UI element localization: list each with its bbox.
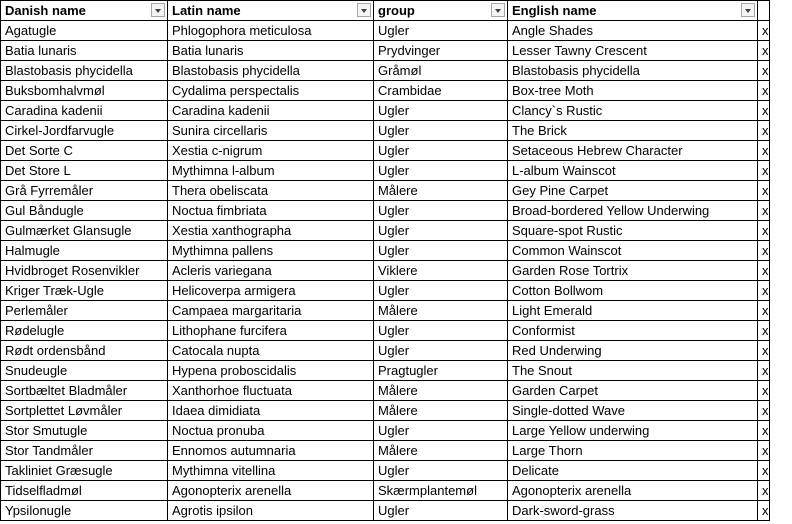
- cell-danish-name[interactable]: Gul Båndugle: [1, 201, 168, 221]
- cell-english-name[interactable]: Broad-bordered Yellow Underwing: [508, 201, 758, 221]
- table-row: [1, 501, 770, 521]
- cell-group[interactable]: Ugler: [374, 241, 508, 261]
- cell-danish-name[interactable]: Snudeugle: [1, 361, 168, 381]
- cell-english-name[interactable]: Setaceous Hebrew Character: [508, 141, 758, 161]
- cell-english-name[interactable]: Lesser Tawny Crescent: [508, 41, 758, 61]
- cell-latin-name[interactable]: Noctua pronuba: [168, 421, 374, 441]
- table-row: [1, 241, 770, 261]
- cell-latin-name[interactable]: Xestia xanthographa: [168, 221, 374, 241]
- cell-latin-name[interactable]: Mythimna pallens: [168, 241, 374, 261]
- cell-danish-name[interactable]: Blastobasis phycidella: [1, 61, 168, 81]
- cell-group[interactable]: Ugler: [374, 161, 508, 181]
- cell-latin-name[interactable]: Batia lunaris: [168, 41, 374, 61]
- cell-group[interactable]: Viklere: [374, 261, 508, 281]
- table-row: [1, 121, 770, 141]
- cell-latin-name[interactable]: Agrotis ipsilon: [168, 501, 374, 521]
- cell-latin-name[interactable]: Agonopterix arenella: [168, 481, 374, 501]
- cell-english-name[interactable]: Cotton Bollwom: [508, 281, 758, 301]
- cell-extra[interactable]: x: [758, 21, 770, 41]
- cell-danish-name[interactable]: Kriger Træk-Ugle: [1, 281, 168, 301]
- dropdown-arrow-icon: [155, 9, 161, 13]
- filter-dropdown-button[interactable]: [357, 3, 371, 17]
- cell-extra[interactable]: x: [758, 321, 770, 341]
- cell-latin-name[interactable]: Sunira circellaris: [168, 121, 374, 141]
- cell-danish-name[interactable]: Cirkel-Jordfarvugle: [1, 121, 168, 141]
- cell-extra[interactable]: x: [758, 281, 770, 301]
- cell-group[interactable]: Ugler: [374, 121, 508, 141]
- cell-danish-name[interactable]: Det Store L: [1, 161, 168, 181]
- table-row: [1, 161, 770, 181]
- table-row: [1, 481, 770, 501]
- cell-latin-name[interactable]: Catocala nupta: [168, 341, 374, 361]
- cell-danish-name[interactable]: Rødt ordensbånd: [1, 341, 168, 361]
- cell-extra[interactable]: x: [758, 401, 770, 421]
- cell-english-name[interactable]: Large Thorn: [508, 441, 758, 461]
- cell-latin-name[interactable]: Mythimna vitellina: [168, 461, 374, 481]
- cell-danish-name[interactable]: Halmugle: [1, 241, 168, 261]
- cell-group[interactable]: Ugler: [374, 281, 508, 301]
- filter-dropdown-button[interactable]: [491, 3, 505, 17]
- dropdown-arrow-icon: [361, 9, 367, 13]
- table-row: [1, 261, 770, 281]
- cell-danish-name[interactable]: Det Sorte C: [1, 141, 168, 161]
- cell-danish-name[interactable]: Stor Smutugle: [1, 421, 168, 441]
- cell-latin-name[interactable]: Xanthorhoe fluctuata: [168, 381, 374, 401]
- cell-group[interactable]: Målere: [374, 401, 508, 421]
- cell-group[interactable]: Pragtugler: [374, 361, 508, 381]
- cell-danish-name[interactable]: Tidselfladmøl: [1, 481, 168, 501]
- cell-danish-name[interactable]: Caradina kadenii: [1, 101, 168, 121]
- header-label: Danish name: [5, 3, 86, 18]
- table-row: [1, 361, 770, 381]
- cell-danish-name[interactable]: Batia lunaris: [1, 41, 168, 61]
- table-row: [1, 101, 770, 121]
- header-english-name[interactable]: [508, 1, 758, 21]
- cell-extra[interactable]: x: [758, 241, 770, 261]
- header-label: Latin name: [172, 3, 241, 18]
- cell-english-name[interactable]: Garden Carpet: [508, 381, 758, 401]
- table-row: [1, 441, 770, 461]
- cell-extra[interactable]: x: [758, 301, 770, 321]
- cell-latin-name[interactable]: Phlogophora meticulosa: [168, 21, 374, 41]
- cell-group[interactable]: Ugler: [374, 101, 508, 121]
- cell-group[interactable]: Ugler: [374, 461, 508, 481]
- table-row: [1, 421, 770, 441]
- table-row: [1, 341, 770, 361]
- cell-latin-name[interactable]: Idaea dimidiata: [168, 401, 374, 421]
- cell-latin-name[interactable]: Campaea margaritaria: [168, 301, 374, 321]
- cell-latin-name[interactable]: Cydalima perspectalis: [168, 81, 374, 101]
- cell-danish-name[interactable]: Ypsilonugle: [1, 501, 168, 521]
- cell-group[interactable]: Målere: [374, 441, 508, 461]
- header-latin-name[interactable]: [168, 1, 374, 21]
- cell-danish-name[interactable]: Buksbomhalvmøl: [1, 81, 168, 101]
- cell-danish-name[interactable]: Gulmærket Glansugle: [1, 221, 168, 241]
- header-label: English name: [512, 3, 597, 18]
- header-group[interactable]: [374, 1, 508, 21]
- cell-english-name[interactable]: Blastobasis phycidella: [508, 61, 758, 81]
- cell-latin-name[interactable]: Mythimna l-album: [168, 161, 374, 181]
- cell-group[interactable]: Ugler: [374, 221, 508, 241]
- cell-extra[interactable]: x: [758, 221, 770, 241]
- cell-extra[interactable]: x: [758, 481, 770, 501]
- cell-english-name[interactable]: Dark-sword-grass: [508, 501, 758, 521]
- cell-latin-name[interactable]: Helicoverpa armigera: [168, 281, 374, 301]
- cell-english-name[interactable]: Light Emerald: [508, 301, 758, 321]
- cell-english-name[interactable]: Delicate: [508, 461, 758, 481]
- table-row: [1, 321, 770, 341]
- cell-english-name[interactable]: Common Wainscot: [508, 241, 758, 261]
- cell-group[interactable]: Ugler: [374, 501, 508, 521]
- header-extra-cell[interactable]: [758, 1, 770, 21]
- cell-latin-name[interactable]: Acleris variegana: [168, 261, 374, 281]
- cell-danish-name[interactable]: Stor Tandmåler: [1, 441, 168, 461]
- cell-english-name[interactable]: Square-spot Rustic: [508, 221, 758, 241]
- cell-english-name[interactable]: Conformist: [508, 321, 758, 341]
- table-row: [1, 61, 770, 81]
- cell-danish-name[interactable]: Grå Fyrremåler: [1, 181, 168, 201]
- cell-extra[interactable]: x: [758, 501, 770, 521]
- cell-group[interactable]: Ugler: [374, 21, 508, 41]
- table-row: [1, 81, 770, 101]
- table-row: [1, 461, 770, 481]
- cell-english-name[interactable]: Agonopterix arenella: [508, 481, 758, 501]
- cell-group[interactable]: Målere: [374, 301, 508, 321]
- filter-dropdown-button[interactable]: [741, 3, 755, 17]
- cell-group[interactable]: Ugler: [374, 341, 508, 361]
- header-label: group: [378, 3, 415, 18]
- cell-extra[interactable]: x: [758, 361, 770, 381]
- table-row: [1, 281, 770, 301]
- cell-latin-name[interactable]: Lithophane furcifera: [168, 321, 374, 341]
- cell-danish-name[interactable]: Perlemåler: [1, 301, 168, 321]
- cell-danish-name[interactable]: Sortplettet Løvmåler: [1, 401, 168, 421]
- cell-english-name[interactable]: Gey Pine Carpet: [508, 181, 758, 201]
- cell-extra[interactable]: x: [758, 381, 770, 401]
- cell-group[interactable]: Crambidae: [374, 81, 508, 101]
- cell-latin-name[interactable]: Thera obeliscata: [168, 181, 374, 201]
- table-row: [1, 141, 770, 161]
- table-row: [1, 41, 770, 61]
- cell-latin-name[interactable]: Blastobasis phycidella: [168, 61, 374, 81]
- cell-extra[interactable]: x: [758, 341, 770, 361]
- cell-group[interactable]: Ugler: [374, 201, 508, 221]
- cell-extra[interactable]: x: [758, 121, 770, 141]
- cell-english-name[interactable]: Large Yellow underwing: [508, 421, 758, 441]
- cell-extra[interactable]: x: [758, 461, 770, 481]
- cell-latin-name[interactable]: Hypena proboscidalis: [168, 361, 374, 381]
- cell-danish-name[interactable]: Agatugle: [1, 21, 168, 41]
- cell-extra[interactable]: x: [758, 81, 770, 101]
- table-row: [1, 201, 770, 221]
- cell-extra[interactable]: x: [758, 181, 770, 201]
- cell-latin-name[interactable]: Ennomos autumnaria: [168, 441, 374, 461]
- cell-extra[interactable]: x: [758, 201, 770, 221]
- cell-danish-name[interactable]: Hvidbroget Rosenvikler: [1, 261, 168, 281]
- cell-english-name[interactable]: Garden Rose Tortrix: [508, 261, 758, 281]
- cell-english-name[interactable]: Box-tree Moth: [508, 81, 758, 101]
- cell-extra[interactable]: x: [758, 61, 770, 81]
- cell-group[interactable]: Målere: [374, 181, 508, 201]
- cell-group[interactable]: Målere: [374, 381, 508, 401]
- table-row: [1, 181, 770, 201]
- cell-danish-name[interactable]: Takliniet Græsugle: [1, 461, 168, 481]
- cell-extra[interactable]: x: [758, 101, 770, 121]
- cell-english-name[interactable]: The Brick: [508, 121, 758, 141]
- cell-extra[interactable]: x: [758, 41, 770, 61]
- cell-latin-name[interactable]: Noctua fimbriata: [168, 201, 374, 221]
- cell-english-name[interactable]: Single-dotted Wave: [508, 401, 758, 421]
- header-danish-name[interactable]: [1, 1, 168, 21]
- cell-extra[interactable]: x: [758, 421, 770, 441]
- cell-english-name[interactable]: Red Underwing: [508, 341, 758, 361]
- cell-danish-name[interactable]: Sortbæltet Bladmåler: [1, 381, 168, 401]
- cell-group[interactable]: Ugler: [374, 321, 508, 341]
- header-row: [1, 1, 770, 21]
- cell-latin-name[interactable]: Xestia c-nigrum: [168, 141, 374, 161]
- cell-group[interactable]: Gråmøl: [374, 61, 508, 81]
- table-row: [1, 401, 770, 421]
- table-row: [1, 21, 770, 41]
- table-row: [1, 301, 770, 321]
- cell-english-name[interactable]: Clancy`s Rustic: [508, 101, 758, 121]
- cell-english-name[interactable]: Angle Shades: [508, 21, 758, 41]
- cell-group[interactable]: Ugler: [374, 421, 508, 441]
- cell-group[interactable]: Prydvinger: [374, 41, 508, 61]
- cell-extra[interactable]: x: [758, 141, 770, 161]
- table-row: [1, 381, 770, 401]
- cell-extra[interactable]: x: [758, 441, 770, 461]
- cell-english-name[interactable]: The Snout: [508, 361, 758, 381]
- cell-group[interactable]: Ugler: [374, 141, 508, 161]
- dropdown-arrow-icon: [745, 9, 751, 13]
- cell-extra[interactable]: x: [758, 261, 770, 281]
- cell-extra[interactable]: x: [758, 161, 770, 181]
- cell-english-name[interactable]: L-album Wainscot: [508, 161, 758, 181]
- filter-dropdown-button[interactable]: [151, 3, 165, 17]
- cell-latin-name[interactable]: Caradina kadenii: [168, 101, 374, 121]
- table-row: [1, 221, 770, 241]
- cell-group[interactable]: Skærmplantemøl: [374, 481, 508, 501]
- cell-danish-name[interactable]: Rødelugle: [1, 321, 168, 341]
- dropdown-arrow-icon: [495, 9, 501, 13]
